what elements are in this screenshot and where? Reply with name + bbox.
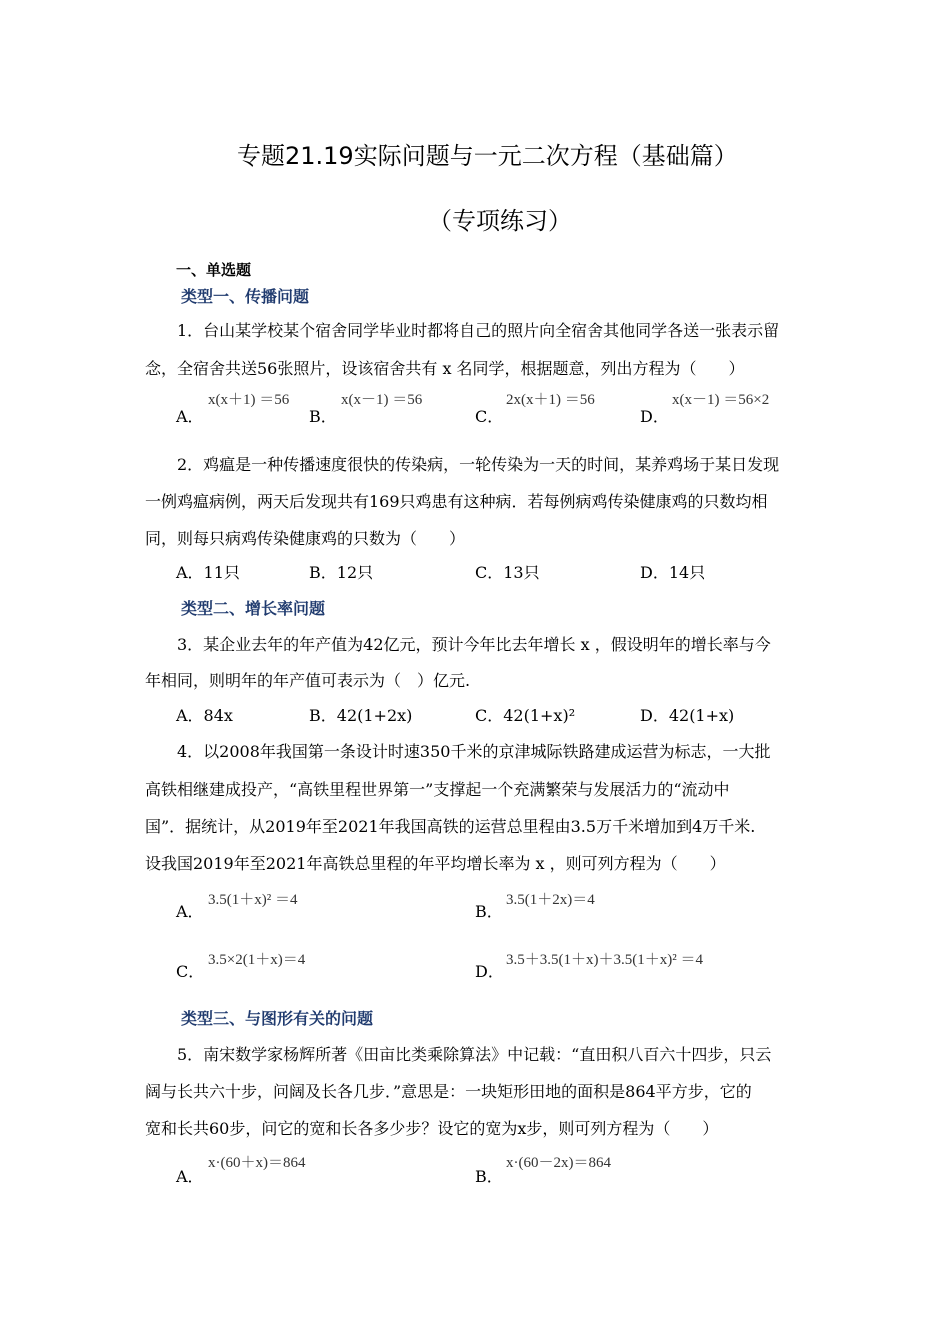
q4-option-b-label[interactable]: B． [475, 902, 503, 921]
q3-line2: 年相同，则明年的年产值可表示为（ ）亿元. [145, 671, 471, 690]
type-heading-1: 类型一、传播问题 [181, 287, 310, 306]
q5-option-b-label[interactable]: B． [475, 1167, 503, 1186]
q1-line2: 念，全宿舍共送56张照片，设该宿舍共有 x 名同学，根据题意，列出方程为（ ） [145, 359, 745, 378]
section-heading: 一、单选题 [176, 261, 252, 279]
q1-option-b-label[interactable]: B． [309, 407, 337, 426]
q1-option-c-label[interactable]: C． [475, 407, 504, 426]
q2-option-a[interactable]: A．11只 [176, 563, 240, 582]
q3-line1: 3．某企业去年的年产值为42亿元，预计今年比去年增长 x ，假设明年的增长率与今 [177, 635, 771, 654]
q5-option-a-math: x·(60＋x)＝864 [208, 1155, 306, 1171]
q2-option-b[interactable]: B．12只 [309, 563, 374, 582]
q1-option-b-math: x(x－1) ＝56 [341, 392, 423, 408]
q2-line2: 一例鸡瘟病例，两天后发现共有169只鸡患有这种病．若每例病鸡传染健康鸡的只数均相 [145, 492, 768, 511]
q5-line3: 宽和长共60步，问它的宽和长各多少步？设它的宽为x步，则可列方程为（ ） [145, 1119, 719, 1138]
q4-line4: 设我国2019年至2021年高铁总里程的年平均增长率为 x ，则可列方程为（ ） [145, 854, 726, 873]
q5-line2: 阔与长共六十步，问阔及长各几步．”意思是：一块矩形田地的面积是864平方步，它的 [145, 1082, 752, 1101]
q5-option-b-math: x·(60－2x)＝864 [506, 1155, 611, 1171]
q3-option-c[interactable]: C．42(1+x)² [475, 706, 576, 725]
q4-option-a-label[interactable]: A． [176, 902, 204, 921]
q4-option-c-math: 3.5×2(1＋x)＝4 [208, 952, 306, 968]
q2-option-d[interactable]: D．14只 [640, 563, 706, 582]
q1-option-d-label[interactable]: D． [640, 407, 669, 426]
q5-option-a-label[interactable]: A． [176, 1167, 204, 1186]
q2-line3: 同，则每只病鸡传染健康鸡的只数为（ ） [145, 529, 466, 548]
q4-option-d-math: 3.5＋3.5(1＋x)＋3.5(1＋x)² ＝4 [506, 952, 703, 968]
q2-line1: 2．鸡瘟是一种传播速度很快的传染病，一轮传染为一天的时间，某养鸡场于某日发现 [177, 455, 780, 474]
q4-line1: 4．以2008年我国第一条设计时速350千米的京津城际铁路建成运营为标志，一大批 [177, 742, 771, 761]
q4-option-b-math: 3.5(1＋2x)＝4 [506, 892, 595, 908]
q4-line2: 高铁相继建成投产，“高铁里程世界第一”支撑起一个充满繁荣与发展活力的“流动中 [145, 780, 730, 799]
q3-option-d[interactable]: D．42(1+x) [640, 706, 735, 725]
type-heading-3: 类型三、与图形有关的问题 [181, 1009, 374, 1028]
q4-option-c-label[interactable]: C． [176, 962, 205, 981]
q4-option-d-label[interactable]: D． [475, 962, 504, 981]
q3-option-b[interactable]: B．42(1+2x) [309, 706, 413, 725]
type-heading-2: 类型二、增长率问题 [181, 599, 326, 618]
q1-option-c-math: 2x(x＋1) ＝56 [506, 392, 595, 408]
page-title: 专题21.19实际问题与一元二次方程（基础篇） [237, 142, 738, 170]
q5-line1: 5．南宋数学家杨辉所著《田亩比类乘除算法》中记载：“直田积八百六十四步，只云 [177, 1045, 772, 1064]
page-subtitle: （专项练习） [428, 207, 572, 235]
q1-line1: 1．台山某学校某个宿舍同学毕业时都将自己的照片向全宿舍其他同学各送一张表示留 [177, 321, 780, 340]
q1-option-d-math: x(x－1) ＝56×2 [672, 392, 770, 408]
q4-line3: 国”．据统计，从2019年至2021年我国高铁的运营总里程由3.5万千米增加到4万千米. [145, 817, 756, 836]
q3-option-a[interactable]: A．84x [176, 706, 233, 725]
q2-option-c[interactable]: C．13只 [475, 563, 540, 582]
q1-option-a-label[interactable]: A． [176, 407, 204, 426]
q1-option-a-math: x(x＋1) ＝56 [208, 392, 290, 408]
q4-option-a-math: 3.5(1＋x)² ＝4 [208, 892, 298, 908]
